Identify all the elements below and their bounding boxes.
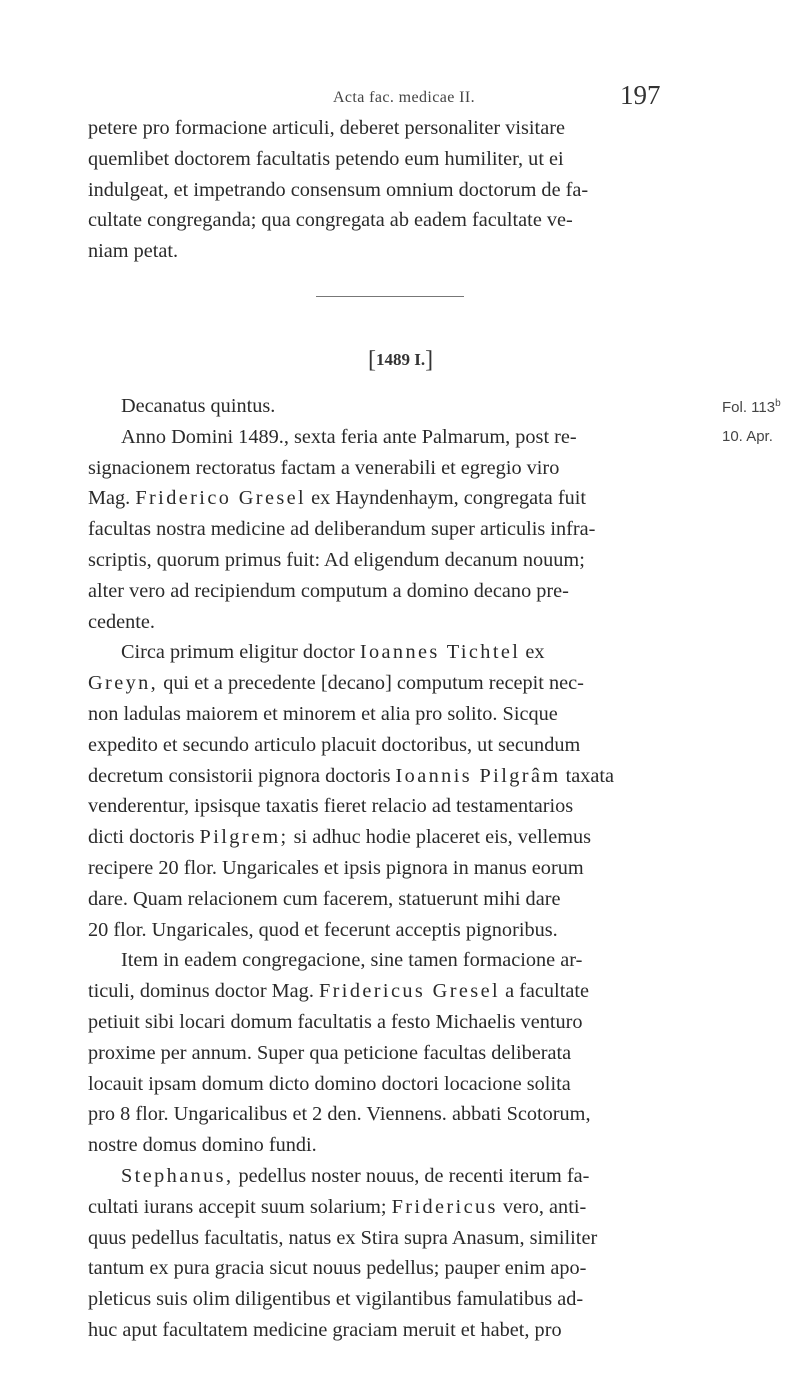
text-line: petere pro formacione articuli, deberet personaliter visitare: [88, 117, 565, 139]
text-line: alter vero ad recipiendum computum a domino decano pre-: [88, 579, 569, 602]
text-line: dare. Quam relacionem cum facerem, statuerunt mihi dare: [88, 887, 561, 910]
text-line: decretum consistorii pignora doctoris Ioannis Pilgrâm taxata: [88, 764, 615, 787]
person-name: Stephanus,: [121, 1164, 234, 1187]
date-margin-note: 10. Apr.: [722, 428, 773, 445]
text-line: ticuli, dominus doctor Mag. Fridericus Gresel a facultate: [88, 980, 589, 1003]
text-line: Anno Domini 1489., sexta feria ante Palmarum, post re-: [121, 425, 577, 448]
main-text: [88, 391, 710, 1346]
text-line: proxime per annum. Super qua peticione facultas deliberata: [88, 1041, 572, 1064]
text-line: non ladulas maiorem et minorem et alia pro solito. Sicque: [88, 702, 558, 725]
text-line: venderentur, ipsisque taxatis fieret relacio ad testamentarios: [88, 795, 574, 818]
text-line: scriptis, quorum primus fuit: Ad eligendum decanum nouum;: [88, 548, 585, 571]
text-line: tantum ex pura gracia sicut nouus pedellus; pauper enim apo-: [88, 1257, 587, 1280]
text-line: locauit ipsam domum dicto domino doctori locacione solita: [88, 1072, 571, 1095]
person-name: Pilgrem;: [199, 826, 289, 849]
text-line: Item in eadem congregacione, sine tamen formacione ar-: [121, 949, 583, 972]
folio-margin-note: [722, 398, 781, 416]
person-name: Ioannis Pilgrâm: [395, 764, 561, 787]
person-name: Friderico Gresel: [135, 487, 307, 510]
text-line: Mag. Friderico Gresel ex Hayndenhaym, congregata fuit: [88, 487, 586, 510]
section-year: 1489 I.: [376, 350, 426, 369]
intro-paragraph: [88, 113, 710, 267]
folio-side: b: [775, 398, 781, 409]
text-line: quus pedellus facultatis, natus ex Stira supra Anasum, similiter: [88, 1226, 598, 1249]
text-line: expedito et secundo articulo placuit doctoribus, ut secundum: [88, 733, 581, 756]
text-line: Stephanus, pedellus noster nouus, de recenti iterum fa-: [121, 1164, 590, 1187]
text-line: facultas nostra medicine ad deliberandum super articulis infra-: [88, 518, 596, 541]
text-line: huc aput facultatem medicine graciam meruit et habet, pro: [88, 1318, 562, 1341]
text-line: indulgeat, et impetrando consensum omnium doctorum de fa-: [88, 178, 589, 201]
text-line: petiuit sibi locari domum facultatis a festo Michaelis venturo: [88, 1010, 583, 1033]
text-line: Circa primum eligitur doctor Ioannes Tichtel ex: [121, 641, 545, 664]
place-name: Hayndenhaym,: [335, 487, 459, 510]
text-line: quemlibet doctorem facultatis petendo eum humiliter, ut ei: [88, 147, 564, 170]
text-line: Greyn, qui et a precedente [decano] computum recepit nec-: [88, 672, 584, 695]
text-line: dicti doctoris Pilgrem; si adhuc hodie placeret eis, vellemus: [88, 826, 592, 849]
text-line: 20 flor. Ungaricales, quod et fecerunt acceptis pignoribus.: [88, 918, 558, 941]
folio-number: Fol. 113: [722, 399, 776, 416]
section-divider: [316, 296, 464, 297]
text-line: cultate congreganda; qua congregata ab eadem facultate ve-: [88, 209, 573, 232]
text-line: signacionem rectoratus factam a venerabili et egregio viro: [88, 456, 560, 479]
place-name: Greyn,: [88, 672, 159, 695]
section-heading: Decanatus quintus.: [121, 395, 276, 417]
text-line: pro 8 flor. Ungaricalibus et 2 den. Viennens. abbati Scotorum,: [88, 1103, 591, 1126]
text-line: pleticus suis olim diligentibus et vigilantibus famulatibus ad-: [88, 1288, 584, 1311]
text-line: cedente.: [88, 610, 155, 633]
person-name: Fridericus Gresel: [318, 980, 501, 1003]
text-line: nostre domus domino fundi.: [88, 1134, 317, 1157]
text-line: recipere 20 flor. Ungaricales et ipsis pignora in manus eorum: [88, 856, 584, 879]
section-year-label: [1489 I.]: [368, 347, 434, 373]
text-line: cultati iurans accepit suum solarium; Fridericus vero, anti-: [88, 1195, 587, 1218]
text-line: niam petat.: [88, 240, 179, 263]
page-number: 197: [620, 80, 661, 110]
person-name: Ioannes Tichtel: [359, 641, 521, 664]
running-header-title: Acta fac. medicae II.: [332, 89, 476, 106]
person-name: Fridericus: [391, 1195, 498, 1218]
